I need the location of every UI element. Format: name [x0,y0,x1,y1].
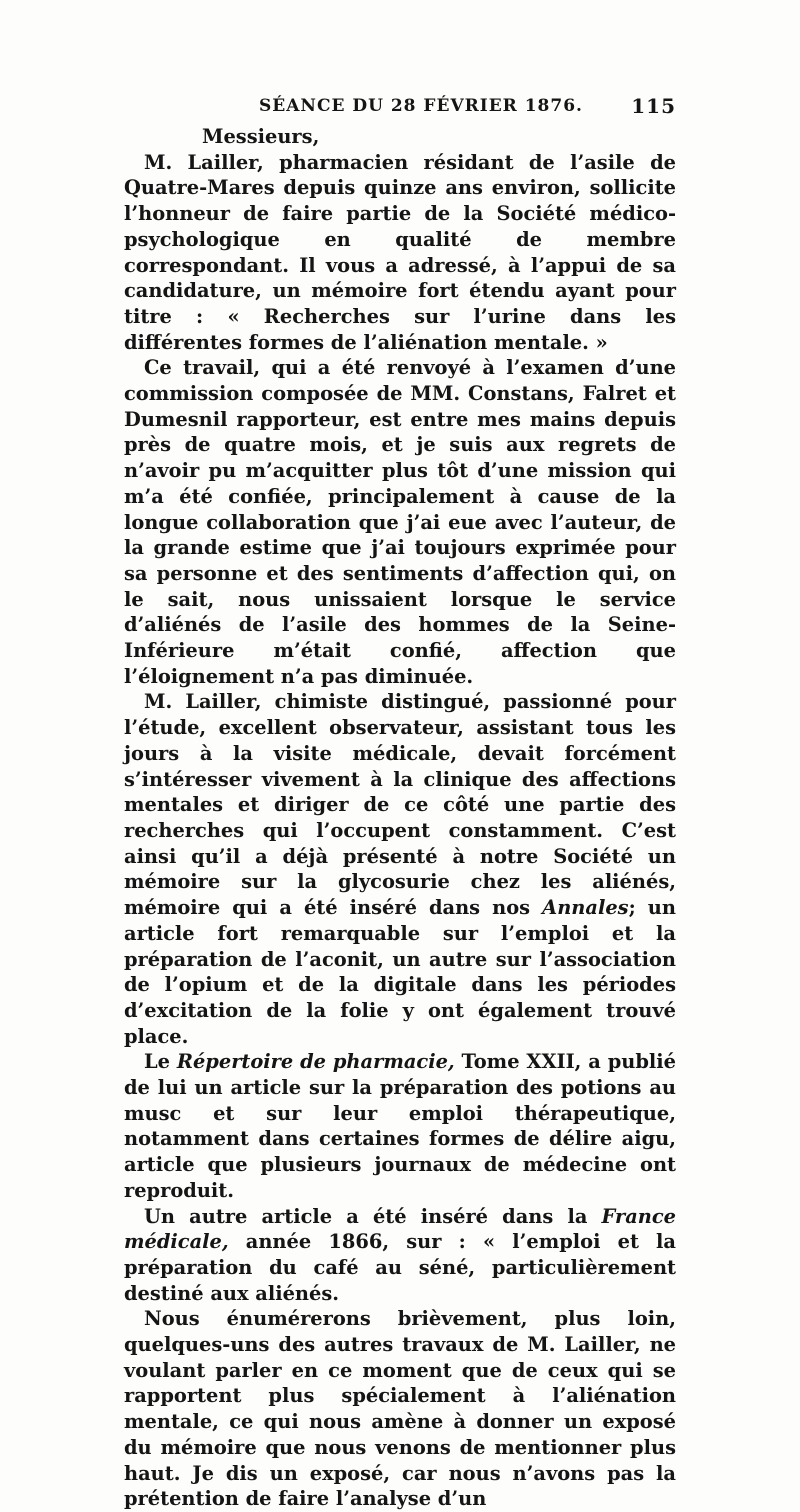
body-text [124,124,676,1512]
text-run: Nous énumérerons brièvement, plus loin, quelques-uns des autres travaux de M. Lailler, ne voulant parler en ce moment que de ceux qui se rapportent plus spécialement à l’aliénation mentale, ce qui nous amène à donner un exposé du mémoire que nous venons de mentionner plus haut. Je dis un exposé, car nous n’avons pas la prétention de faire l’analyse d’un [124,1307,676,1511]
paragraph [124,1306,676,1512]
paragraph [124,1204,676,1307]
text-run: ; un article fort remarquable sur l’emploi et la préparation de l’aconit, un autre sur l’association de l’opium et de la digitale dans les périodes d’excitation de la folie y ont également trouvé place. [124,896,676,1048]
text-run: année 1866, sur : « l’emploi et la préparation du café au séné, particulièrement destiné aux aliénés. [124,1230,676,1305]
text-run: M. Lailler, chimiste distingué, passionné pour l’étude, excellent observateur, assistant tous les jours à la visite médicale, devait forcément s’intéresser vivement à la clinique des affections mentales et diriger de ce côté une partie des recherches qui l’occupent constamment. C’est ainsi qu’il a déjà présenté à notre Société un mémoire sur la glycosurie chez les aliénés, mémoire qui a été inséré dans nos [124,690,676,920]
text-run: Un autre article a été inséré dans la [144,1204,602,1228]
italic-title: France médicale, [124,1204,676,1254]
italic-title: Répertoire de pharmacie, [176,1050,455,1074]
text-run: Le [144,1050,177,1074]
text-run: M. Lailler, pharmacien résidant de l’asile de Quatre-Mares depuis quinze ans environ, sollicite l’honneur de faire partie de la Société médico-psychologique en qualité de membre correspondant. Il vous a adressé, à l’appui de sa candidature, un mémoire fort étendu ayant pour titre : « Recherches sur l’urine dans les différentes formes de l’aliénation mentale. » [124,150,676,354]
page-number: 115 [631,94,676,118]
running-head: SÉANCE DU 28 FÉVRIER 1876. [259,96,583,116]
italic-title: Annales [542,896,629,920]
book-page [124,90,676,1512]
paragraph [124,150,676,356]
paragraph [124,355,676,689]
paragraph [124,689,676,1049]
page-header [124,90,676,124]
text-run: Ce travail, qui a été renvoyé à l’examen d’une commission composée de MM. Constans, Falret et Dumesnil rapporteur, est entre mes mains depuis près de quatre mois, et je suis aux regrets de n’avoir pu m’acquitter plus tôt d’une mission qui m’a été confiée, principalement à cause de la longue collaboration que j’ai eue avec l’auteur, de la grande estime que j’ai toujours exprimée pour sa personne et des sentiments d’affection qui, on le sait, nous unissaient lorsque le service d’aliénés de l’asile des hommes de la Seine-Inférieure m’était confié, affection que l’éloignement n’a pas diminuée. [124,356,676,688]
salutation: Messieurs, [202,125,320,148]
text-run: Tome XXII, a publié de lui un article sur la préparation des potions au musc et sur leur emploi thérapeutique, notamment dans certaines formes de délire aigu, article que plusieurs journaux de médecine ont reproduit. [124,1050,676,1202]
paragraphs [124,150,676,1512]
paragraph [124,1049,676,1203]
